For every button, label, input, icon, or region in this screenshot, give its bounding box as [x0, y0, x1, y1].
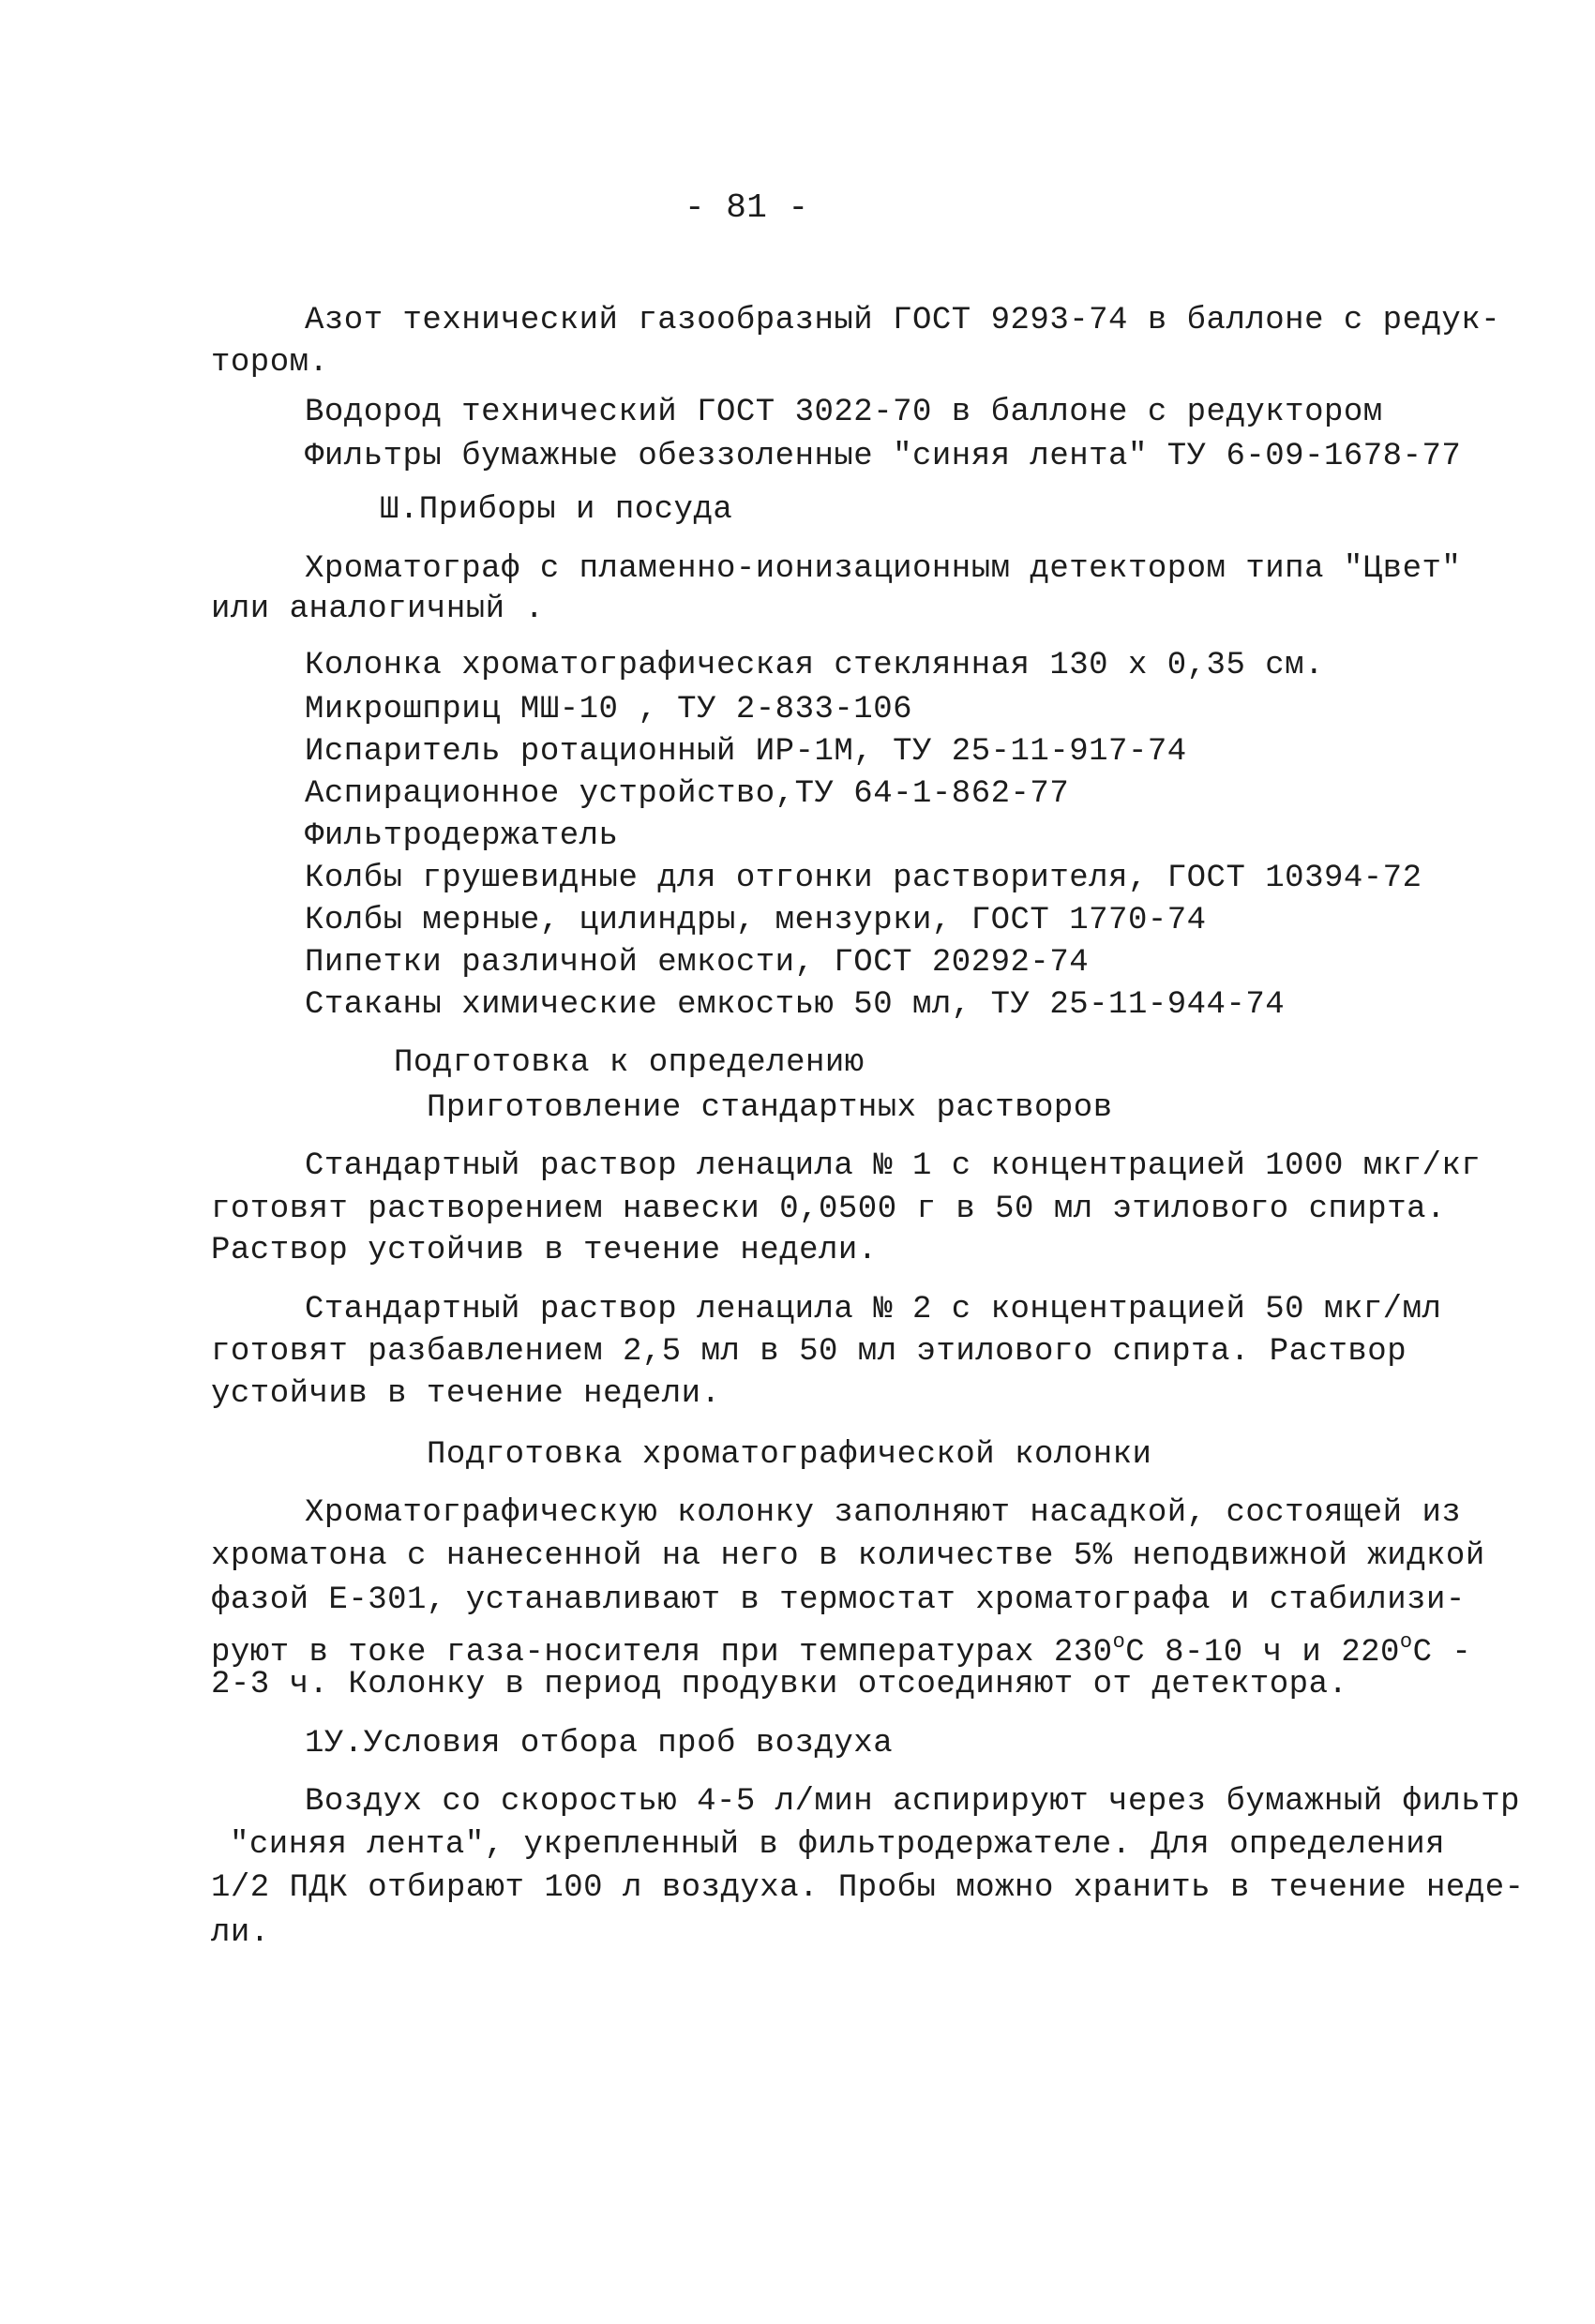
- equipment-item: Колонка хроматографическая стеклянная 130 х 0,35 см.: [305, 648, 1324, 683]
- equipment-item: Пипетки различной емкости, ГОСТ 20292-74: [305, 945, 1090, 981]
- std1-line1: Стандартный раствор ленацила № 1 с концентрацией 1000 мкг/кг: [305, 1148, 1482, 1184]
- column-text-line4-b: С 8-10 ч и 220: [1125, 1635, 1400, 1671]
- degree-symbol: о: [1399, 1630, 1413, 1654]
- reagent-nitrogen-line1: Азот технический газообразный ГОСТ 9293-74 в баллоне с редук-: [305, 303, 1501, 338]
- column-text-line5: 2-3 ч. Колонку в период продувки отсоединяют от детектора.: [211, 1667, 1348, 1702]
- equipment-item: Колбы грушевидные для отгонки растворителя, ГОСТ 10394-72: [305, 861, 1422, 896]
- chromatograph-line1: Хроматограф с пламенно-ионизационным детектором типа "Цвет": [305, 551, 1462, 587]
- sampling-line2: "синяя лента", укрепленный в фильтродержателе. Для определения: [230, 1827, 1446, 1863]
- degree-symbol: о: [1112, 1630, 1126, 1654]
- column-text-line4-c: С -: [1412, 1635, 1472, 1671]
- section3-heading: Ш.Приборы и посуда: [380, 492, 733, 528]
- std2-line3: устойчив в течение недели.: [211, 1376, 721, 1412]
- column-text-line1: Хроматографическую колонку заполняют насадкой, состоящей из: [305, 1495, 1462, 1531]
- equipment-item: Испаритель ротационный ИР-1М, ТУ 25-11-917-74: [305, 734, 1187, 770]
- std-heading: Приготовление стандартных растворов: [427, 1090, 1113, 1126]
- sampling-line3: 1/2 ПДК отбирают 100 л воздуха. Пробы можно хранить в течение неде-: [211, 1870, 1525, 1906]
- column-text-line3: фазой Е-301, устанавливают в термостат хроматографа и стабилизи-: [211, 1582, 1466, 1618]
- equipment-item: Фильтродержатель: [305, 818, 619, 854]
- column-heading: Подготовка хроматографической колонки: [427, 1437, 1152, 1473]
- prep-heading: Подготовка к определению: [394, 1045, 865, 1081]
- column-text-line4-a: руют в токе газа-носителя при температурах 230: [211, 1635, 1113, 1671]
- section4-heading: 1У.Условия отбора проб воздуха: [305, 1726, 894, 1762]
- equipment-item: Колбы мерные, цилиндры, мензурки, ГОСТ 1770-74: [305, 903, 1207, 938]
- std2-line1: Стандартный раствор ленацила № 2 с концентрацией 50 мкг/мл: [305, 1292, 1442, 1327]
- equipment-item: Аспирационное устройство,ТУ 64-1-862-77: [305, 776, 1070, 812]
- equipment-item: Стаканы химические емкостью 50 мл, ТУ 25-11-944-74: [305, 987, 1286, 1023]
- sampling-line1: Воздух со скоростью 4-5 л/мин аспирируют через бумажный фильтр: [305, 1784, 1521, 1820]
- equipment-item: Микрошприц МШ-10 , ТУ 2-833-106: [305, 692, 913, 727]
- sampling-line4: ли.: [211, 1915, 270, 1951]
- reagent-nitrogen-line2: тором.: [211, 345, 329, 381]
- chromatograph-line2: или аналогичный .: [211, 592, 545, 627]
- reagent-filters: Фильтры бумажные обеззоленные "синяя лента" ТУ 6-09-1678-77: [305, 439, 1462, 474]
- column-text-line2: хроматона с нанесенной на него в количестве 5% неподвижной жидкой: [211, 1538, 1485, 1574]
- std1-line3: Раствор устойчив в течение недели.: [211, 1233, 878, 1268]
- std1-line2: готовят растворением навески 0,0500 г в 50 мл этилового спирта.: [211, 1192, 1446, 1227]
- std2-line2: готовят разбавлением 2,5 мл в 50 мл этилового спирта. Раствор: [211, 1334, 1407, 1370]
- reagent-hydrogen: Водород технический ГОСТ 3022-70 в баллоне с редуктором: [305, 395, 1383, 430]
- page-number: - 81 -: [685, 188, 809, 227]
